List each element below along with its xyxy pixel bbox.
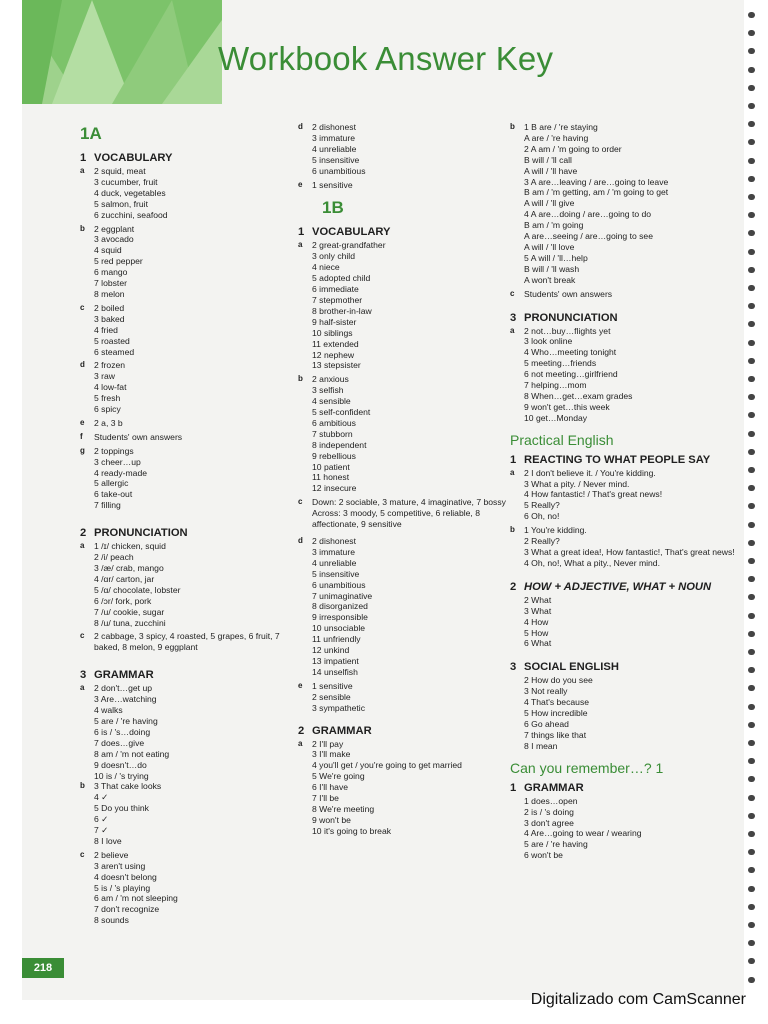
binding-ring [748,758,755,764]
binding-ring [748,631,755,637]
binding-ring [748,176,755,182]
answer-item: 6 unambitious [312,579,366,590]
answer-item: 4 doesn't belong [94,871,157,882]
answer-item: 7 filling [94,500,121,511]
binding-ring [748,795,755,801]
answer-item: 5 insensitive [312,568,360,579]
section-vocabulary: 1 VOCABULARY [80,152,173,164]
answer-item: 7 /u/ cookie, sugar [94,606,165,617]
answer-item: 6 Go ahead [524,718,569,729]
answer-item: 11 extended [312,338,359,349]
answer-item: 2 /i/ peach [94,552,134,563]
column-1: 1A 1 VOCABULARY a 2 squid, meat 3 cucumber, fruit 4 duck, vegetables 5 salmon, fruit 6 zucchini, seafood b 2 eggplant 3 avocado 4 squid 5 red pepper 6 mango 7 lobster 8 melon c 2 boiled 3 baked 4 fried 5 roasted 6 steamed d 2 frozen 3 raw 4 low-fat 5 fresh 6 spicy e 2 a, 3 b f Students' own answers g 2 toppings 3 cheer…up 4 ready-made 5 allergic 6 take-out 7 filling 2 PRONUNCIATION a 1 /ɪ/ chicken, squid 2 /i/ peach 3 /æ/ crab, mango 4 /ɑr/ carton, jar 5 /ɑ/ chocolate, lobster 6 /ɔr/ fork, pork 7 /u/ cookie, sugar 8 /u/ tuna, zucchini c 2 cabbage, 3 spicy, 4 roasted, 5 grapes, 6 fruit, 7 baked, 8 melon, 9 eggplant 3 GRAMMAR a 2 don't…get up 3 Are…watching 4 walks 5 are / 're having 6 is / 's…doing 7 does…give 8 am / 'm not eating 9 doesn't…do 10 is / 's trying b 3 That cake looks 4 ✓ 5 Do you think 6 ✓ 7 ✓ 8 I love c 2 believe 3 aren't using 4 doesn't belong 5 is / 's playing 6 am / 'm not sleeping 7 don't recognize 8 sounds [80,122,302,926]
binding-ring [748,285,755,291]
answer-item: 2 What [524,594,552,605]
answer-item: 4 squid [94,245,122,256]
binding-ring [748,594,755,600]
workbook-page [22,0,744,1000]
answer-item: 2 I don't believe it. / You're kidding. [524,467,656,478]
answer-item: 7 lobster [94,278,127,289]
binding-ring [748,394,755,400]
answer-item: 3 immature [312,546,355,557]
binding-ring [748,704,755,710]
answer-item: 2 dishonest [312,122,356,132]
answer-item: 3 avocado [94,234,134,245]
answer-item: 8 disorganized [312,601,368,612]
binding-ring [748,977,755,983]
answer-item: 3 Not really [524,686,568,697]
answer-item: 12 insecure [312,483,357,494]
answer-item: 6 am / 'm not sleeping [94,893,178,904]
answer-item: 6 I'll have [312,782,349,793]
answer-item: 7 don't recognize [94,904,160,915]
binding-ring [748,904,755,910]
answer-item: 5 adopted child [312,273,371,284]
answer-item: 2 squid, meat [94,166,146,176]
answer-item: 14 unselfish [312,666,358,677]
answer-item: 12 unkind [312,645,350,656]
answer-item: 10 siblings [312,327,353,338]
binding-ring [748,303,755,309]
binding-ring [748,230,755,236]
answer-item: 5 roasted [94,335,130,346]
answer-item: 2 not…buy…flights yet [524,325,611,336]
binding-ring [748,121,755,127]
binding-ring [748,12,755,18]
binding-ring [748,467,755,473]
binding-ring [748,740,755,746]
answer-item: A are / 're having [524,132,589,143]
unit-heading-1a: 1A [80,124,102,143]
answer-item: 6 steamed [94,346,135,357]
binding-ring [748,649,755,655]
answer-item: 10 get…Monday [524,412,588,423]
answer-item: 3 don't agree [524,817,574,828]
answer-item: 4 unreliable [312,557,357,568]
answer-item: Across: 3 moody, 5 competitive, 6 reliable, 8 affectionate, 9 sensitive [312,508,480,530]
binding-ring [748,485,755,491]
answer-item: A won't break [524,274,576,285]
answer-item: 3 cheer…up [94,456,141,467]
binding-ring [748,940,755,946]
answer-item: 11 unfriendly [312,634,361,645]
answer-item: 5 Really? [524,500,560,511]
answer-item: 4 A are…doing / are…going to do [524,209,652,220]
answer-item: 3 What [524,605,552,616]
answer-item: B will / 'll call [524,154,572,165]
answer-item: 5 meeting…friends [524,358,597,369]
answer-item: 6 ✓ [94,814,109,825]
answer-item: 4 duck, vegetables [94,187,166,198]
section-grammar: 1 GRAMMAR [510,781,584,794]
answer-item: 3 What a great idea!, How fantastic!, That's great news! [524,547,735,557]
answer-item: 3 only child [312,251,355,262]
answer-item: 6 Oh, no! [524,511,560,522]
binding-ring [748,103,755,109]
answer-item: 4 Who…meeting tonight [524,347,617,358]
answer-item: 6 mango [94,267,128,278]
can-you-remember-heading: Can you remember…? 1 [510,759,664,776]
answer-item: 2 I'll pay [312,738,344,749]
answer-item: 3 immature [312,132,355,143]
binding-ring [748,522,755,528]
answer-item: 2 sensible [312,691,351,702]
answer-item: 4 sensible [312,396,351,407]
binding-ring [748,849,755,855]
answer-item: 8 I mean [524,740,558,751]
answer-item: 7 helping…mom [524,380,587,391]
binding-ring [748,139,755,145]
answer-item: 10 unsociable [312,623,366,634]
answer-item: 3 I'll make [312,749,351,760]
binding-ring [748,212,755,218]
answer-item: 1 B are / 're staying [524,122,598,132]
binding-ring [748,267,755,273]
answer-item: 2 believe [94,849,129,860]
practical-english-heading: Practical English [510,431,614,448]
binding-ring [748,67,755,73]
answer-item: 9 rebellious [312,450,356,461]
answer-item: 11 honest [312,472,350,483]
answer-item: 5 How incredible [524,708,588,719]
binding-ring [748,449,755,455]
answer-item: 9 doesn't…do [94,759,147,770]
answer-item: 4 ready-made [94,467,148,478]
answer-item: A will / 'll give [524,198,575,209]
answer-item: Down: 2 sociable, 3 mature, 4 imaginative, 7 bossy [312,497,506,508]
fan-decoration [22,0,222,104]
answer-item: 5 /ɑ/ chocolate, lobster [94,584,181,595]
answer-item: 9 half-sister [312,316,357,327]
answer-item: 4 you'll get / you're going to get married [312,760,462,771]
answer-item: 4 /ɑr/ carton, jar [94,573,155,584]
answer-item: 6 ambitious [312,417,356,428]
answer-item: 9 irresponsible [312,612,368,623]
answer-item: 5 self-confident [312,407,371,418]
binding-ring [748,358,755,364]
answer-item: 1 /ɪ/ chicken, squid [94,541,166,552]
answer-item: B will / 'll wash [524,263,580,274]
answer-item: 7 does…give [94,737,145,748]
binding-ring [748,48,755,54]
answer-item: 8 I love [94,835,122,846]
answer-item: 8 melon [94,288,125,299]
answer-item: 3 selfish [312,385,344,396]
answer-item: 7 stepmother [312,294,363,305]
binding-ring [748,503,755,509]
answer-item: 2 How do you see [524,675,593,686]
binding-ring [748,831,755,837]
binding-ring [748,576,755,582]
answer-item: 2 Really? [524,536,560,547]
answer-item: 5 allergic [94,478,129,489]
answer-item: 6 is / 's…doing [94,726,151,737]
answer-item: 5 red pepper [94,256,143,267]
answer-item: 3 look online [524,336,573,347]
binding-ring [748,958,755,964]
column-3: b 1 B are / 're staying A are / 're having 2 A am / 'm going to order B will / 'll call A will / 'll have 3 A are…leaving / are…going to leave B am / 'm getting, am / 'm going to get A will / 'll give 4 A are…doing / are…going to do B am / 'm going A are…seeing / are…going to see A will / 'll love 5 A will / 'll…help B will / 'll wash A won't break c Students' own answers 3 PRONUNCIATION a 2 not…buy…flights yet 3 look online 4 Who…meeting tonight 5 meeting…friends 6 not meeting…girlfriend 7 helping…mom 8 When…get…exam grades 9 won't get…this week 10 get…Monday Practical English 1 REACTING TO WHAT PEOPLE SAY a 2 I don't believe it. / You're kidding. 3 What a pity. / Never mind. 4 How fantastic! / That's great news! 5 Really? 6 Oh, no! b 1 You're kidding. 2 Really? 3 What a great idea!, How fantastic!, That's great news! 4 Oh, no!, What a pity., Never mind. 2 HOW + ADJECTIVE, WHAT + NOUN 2 What 3 What 4 How 5 How 6 What 3 SOCIAL ENGLISH 2 How do you see 3 Not really 4 That's because 5 How incredible 6 Go ahead 7 things like that 8 I mean Can you remember…? 1 1 GRAMMAR 1 does…open 2 is / 's doing 3 don't agree 4 Are…going to wear / wearing 5 are / 're having 6 won't be [510,122,740,861]
answer-item: 1 You're kidding. [524,525,587,536]
binding-ring [748,922,755,928]
answer-item: 4 walks [94,705,123,716]
answer-item: 10 is / 's trying [94,770,149,781]
answer-item: 4 niece [312,262,340,273]
answer-item: 3 What a pity. / Never mind. [524,478,630,489]
answer-item: Students' own answers [94,431,183,442]
answer-item: 7 I'll be [312,793,339,804]
answer-item: 1 sensitive [312,179,353,190]
answer-item: A are…seeing / are…going to see [524,231,653,242]
answer-item: 2 eggplant [94,223,135,234]
answer-item: 3 cucumber, fruit [94,176,158,187]
answer-item: 2 cabbage, 3 spicy, 4 roasted, 5 grapes, 6 fruit, 7 baked, 8 melon, 9 eggplant [94,631,280,653]
answer-item: 8 We're meeting [312,803,375,814]
answer-item: 9 won't be [312,814,351,825]
answer-item: 4 Are…going to wear / wearing [524,828,642,839]
section-grammar: 2 GRAMMAR [298,724,372,737]
answer-item: 6 spicy [94,404,121,415]
answer-item: 7 things like that [524,729,587,740]
answer-item: 2 anxious [312,374,349,385]
answer-item: 13 stepsister [312,360,361,371]
answer-item: 7 unimaginative [312,590,373,601]
answer-item: 2 toppings [94,445,134,456]
section-pronunciation: 2 PRONUNCIATION [80,527,188,540]
answer-item: 5 are / 're having [94,715,158,726]
answer-item: 5 is / 's playing [94,882,151,893]
answer-item: 8 independent [312,439,367,450]
answer-item: 7 ✓ [94,825,109,836]
section-social-english: 3 SOCIAL ENGLISH [510,661,619,674]
answer-item: 4 fried [94,324,118,335]
answer-item: 4 unreliable [312,143,357,154]
answer-item: 2 frozen [94,360,126,371]
answer-item: 10 patient [312,461,350,472]
binding-ring [748,667,755,673]
answer-item: A will / 'll love [524,241,575,252]
answer-item: 5 We're going [312,771,365,782]
answer-item: 3 That cake looks [94,781,162,792]
binding-ring [748,194,755,200]
answer-item: 4 How [524,616,549,627]
answer-item: 8 am / 'm not eating [94,748,170,759]
binding-ring [748,412,755,418]
answer-item: 13 impatient [312,655,359,666]
answer-item: 2 boiled [94,302,125,313]
answer-item: 6 /ɔr/ fork, pork [94,595,152,606]
answer-item: 2 dishonest [312,536,356,546]
answer-item: 6 won't be [524,850,563,861]
binding-ring [748,867,755,873]
section-how-what: 2 HOW + ADJECTIVE, WHAT + NOUN [510,580,712,593]
answer-item: 8 When…get…exam grades [524,390,633,401]
answer-item: 3 aren't using [94,860,146,871]
answer-item: 8 sounds [94,915,129,926]
answer-item: 5 fresh [94,393,121,404]
binding-ring [748,340,755,346]
binding-ring [748,540,755,546]
answer-item: 5 How [524,627,549,638]
answer-item: 1 sensitive [312,680,353,691]
answer-item: 5 A will / 'll…help [524,252,588,263]
answer-item: 8 brother-in-law [312,305,372,316]
answer-item: 3 baked [94,313,125,324]
answer-item: 3 sympathetic [312,702,366,713]
answer-item: 3 A are…leaving / are…going to leave [524,176,669,187]
answer-item: A will / 'll have [524,165,578,176]
binding-ring [748,558,755,564]
answer-item: 4 How fantastic! / That's great news! [524,489,663,500]
binding-ring [748,321,755,327]
answer-item: 6 take-out [94,489,133,500]
page-number: 218 [22,958,64,978]
binding-ring [748,376,755,382]
binding-ring [748,722,755,728]
answer-item: 4 low-fat [94,382,127,393]
answer-item: Students' own answers [524,288,613,299]
scanner-footer: Digitalizado com CamScanner [530,991,746,1008]
answer-item: 1 does…open [524,795,578,806]
answer-item: 4 That's because [524,697,590,708]
answer-item: 12 nephew [312,349,355,360]
answer-item: 9 won't get…this week [524,401,610,412]
answer-item: 3 Are…watching [94,694,157,705]
answer-item: 2 A am / 'm going to order [524,143,622,154]
answer-item: 6 unambitious [312,165,366,176]
binding-ring [748,886,755,892]
answer-item: 2 a, 3 b [94,417,123,428]
answer-item: 5 are / 're having [524,839,588,850]
answer-item: 6 immediate [312,284,359,295]
answer-item: 5 Do you think [94,803,149,814]
binding-ring [748,685,755,691]
answer-item: 3 /æ/ crab, mango [94,563,164,573]
unit-heading-1b: 1B [322,198,344,218]
answer-item: 2 is / 's doing [524,806,574,817]
answer-item: 5 salmon, fruit [94,198,148,209]
answer-item: 3 raw [94,371,116,382]
binding-ring [748,158,755,164]
section-grammar: 3 GRAMMAR [80,669,154,682]
binding-ring [748,249,755,255]
answer-item: 4 ✓ [94,792,109,803]
answer-item: 6 What [524,638,552,649]
answer-item: 4 Oh, no!, What a pity., Never mind. [524,557,660,568]
binding-ring [748,431,755,437]
section-vocabulary: 1 VOCABULARY [298,226,391,239]
answer-item: 6 not meeting…girlfriend [524,369,618,380]
answer-item: 5 insensitive [312,154,360,165]
answer-item: 2 great-grandfather [312,240,386,251]
answer-item: B am / 'm getting, am / 'm going to get [524,187,669,198]
section-reacting: 1 REACTING TO WHAT PEOPLE SAY [510,453,711,466]
answer-item: 6 zucchini, seafood [94,209,168,220]
page-title: Workbook Answer Key [218,40,554,77]
answer-item: 7 stubborn [312,428,353,439]
column-2: d 2 dishonest 3 immature 4 unreliable 5 insensitive 6 unambitious e 1 sensitive 1B 1 VOCABULARY a 2 great-grandfather 3 only child 4 niece 5 adopted child 6 immediate 7 stepmother 8 brother-in-law 9 half-sister 10 siblings 11 extended 12 nephew 13 stepsister b 2 anxious 3 selfish 4 sensible 5 self-confident 6 ambitious 7 stubborn 8 independent 9 rebellious 10 patient 11 honest 12 insecure c Down: 2 sociable, 3 mature, 4 imaginative, 7 bossy Across: 3 moody, 5 competitive, 6 reliable, 8 affectionate, 9 sensitive d 2 dishonest 3 immature 4 unreliable 5 insensitive 6 unambitious 7 unimaginative 8 disorganized 9 irresponsible 10 unsociable 11 unfriendly 12 unkind 13 impatient 14 unselfish e 1 sensitive 2 sensible 3 sympathetic 2 GRAMMAR a 2 I'll pay 3 I'll make 4 you'll get / you're going to get married 5 We're going 6 I'll have 7 I'll be 8 We're meeting 9 won't be 10 it's going to break [298,122,520,840]
answer-item: 10 it's going to break [312,825,392,836]
answer-item: 2 don't…get up [94,683,153,694]
binding-ring [748,613,755,619]
binding-ring [748,85,755,91]
binding-ring [748,813,755,819]
binding-ring [748,776,755,782]
answer-item: 8 /u/ tuna, zucchini [94,617,166,628]
binding-ring [748,30,755,36]
answer-item: B am / 'm going [524,220,584,231]
section-pronunciation: 3 PRONUNCIATION [510,311,618,324]
